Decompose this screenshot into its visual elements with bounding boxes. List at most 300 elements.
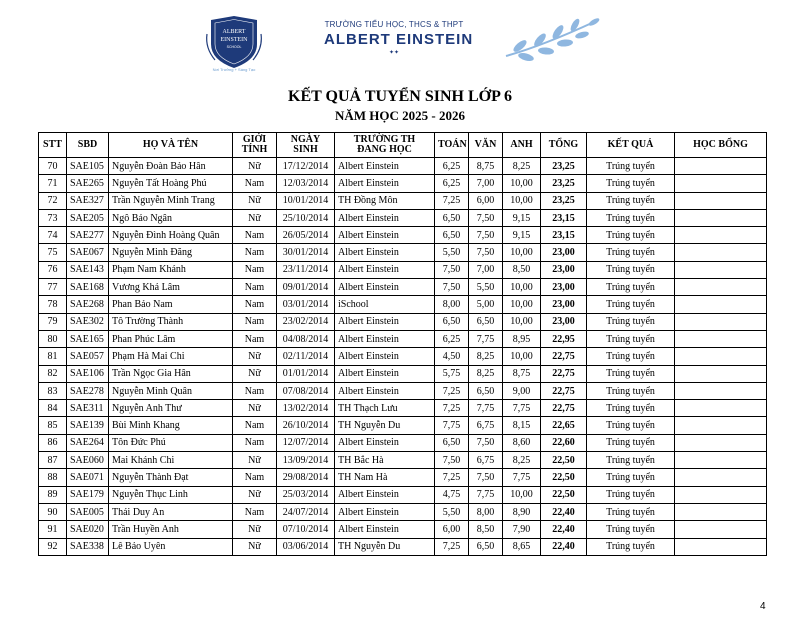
cell-total: 22,40	[541, 503, 587, 520]
cell-total: 22,50	[541, 486, 587, 503]
cell-school: Albert Einstein	[335, 313, 435, 330]
cell-math: 5,50	[435, 244, 469, 261]
col-header-dob: NGÀY SINH	[277, 133, 335, 158]
cell-name: Nguyễn Thục Linh	[109, 486, 233, 503]
cell-dob: 13/02/2014	[277, 400, 335, 417]
cell-result: Trúng tuyển	[587, 261, 675, 278]
cell-math: 4,75	[435, 486, 469, 503]
cell-school: Albert Einstein	[335, 330, 435, 347]
cell-total: 22,40	[541, 538, 587, 555]
cell-stt: 86	[39, 434, 67, 451]
cell-stt: 85	[39, 417, 67, 434]
cell-name: Tô Trường Thành	[109, 313, 233, 330]
cell-total: 23,00	[541, 279, 587, 296]
cell-sbd: SAE179	[67, 486, 109, 503]
cell-result: Trúng tuyển	[587, 209, 675, 226]
cell-gender: Nam	[233, 261, 277, 278]
table-row	[39, 296, 767, 313]
cell-result: Trúng tuyển	[587, 434, 675, 451]
admission-results-table	[38, 132, 767, 556]
cell-name: Phạm Hà Mai Chi	[109, 348, 233, 365]
cell-dob: 24/07/2014	[277, 503, 335, 520]
cell-stt: 78	[39, 296, 67, 313]
cell-literature: 7,50	[469, 244, 503, 261]
cell-stt: 80	[39, 330, 67, 347]
cell-gender: Nữ	[233, 348, 277, 365]
cell-literature: 6,75	[469, 417, 503, 434]
cell-result: Trúng tuyển	[587, 279, 675, 296]
col-header-english: ANH	[503, 133, 541, 158]
cell-math: 6,50	[435, 227, 469, 244]
cell-dob: 12/03/2014	[277, 175, 335, 192]
cell-gender: Nam	[233, 469, 277, 486]
cell-name: Phạm Nam Khánh	[109, 261, 233, 278]
cell-english: 10,00	[503, 486, 541, 503]
cell-math: 7,25	[435, 400, 469, 417]
cell-stt: 71	[39, 175, 67, 192]
cell-dob: 25/03/2014	[277, 486, 335, 503]
cell-name: Trần Ngọc Gia Hân	[109, 365, 233, 382]
cell-gender: Nam	[233, 434, 277, 451]
cell-sbd: SAE106	[67, 365, 109, 382]
cell-math: 8,00	[435, 296, 469, 313]
cell-dob: 26/05/2014	[277, 227, 335, 244]
cell-math: 6,50	[435, 313, 469, 330]
cell-gender: Nam	[233, 279, 277, 296]
cell-name: Nguyễn Thành Đạt	[109, 469, 233, 486]
cell-result: Trúng tuyển	[587, 175, 675, 192]
cell-stt: 74	[39, 227, 67, 244]
cell-scholarship	[675, 244, 767, 261]
cell-english: 8,60	[503, 434, 541, 451]
cell-english: 8,15	[503, 417, 541, 434]
cell-school: Albert Einstein	[335, 279, 435, 296]
cell-sbd: SAE278	[67, 382, 109, 399]
cell-school: Albert Einstein	[335, 434, 435, 451]
cell-scholarship	[675, 192, 767, 209]
cell-scholarship	[675, 158, 767, 175]
cell-school: TH Đồng Môn	[335, 192, 435, 209]
cell-english: 10,00	[503, 348, 541, 365]
cell-gender: Nữ	[233, 192, 277, 209]
svg-text:SCHOOL: SCHOOL	[226, 45, 242, 49]
cell-result: Trúng tuyển	[587, 521, 675, 538]
cell-gender: Nam	[233, 503, 277, 520]
cell-literature: 8,75	[469, 158, 503, 175]
cell-scholarship	[675, 296, 767, 313]
cell-sbd: SAE143	[67, 261, 109, 278]
table-row	[39, 348, 767, 365]
cell-gender: Nữ	[233, 521, 277, 538]
cell-school: Albert Einstein	[335, 486, 435, 503]
cell-name: Nguyễn Minh Quân	[109, 382, 233, 399]
cell-gender: Nam	[233, 330, 277, 347]
table-header-row	[39, 133, 767, 158]
cell-dob: 03/06/2014	[277, 538, 335, 555]
table-row	[39, 452, 767, 469]
cell-dob: 23/02/2014	[277, 313, 335, 330]
cell-sbd: SAE168	[67, 279, 109, 296]
table-row	[39, 538, 767, 555]
cell-school: Albert Einstein	[335, 158, 435, 175]
cell-sbd: SAE005	[67, 503, 109, 520]
page-number: 4	[760, 601, 766, 612]
cell-math: 6,50	[435, 434, 469, 451]
col-header-scholarship: HỌC BỔNG	[675, 133, 767, 158]
cell-stt: 88	[39, 469, 67, 486]
cell-total: 23,00	[541, 313, 587, 330]
cell-math: 5,75	[435, 365, 469, 382]
cell-total: 22,95	[541, 330, 587, 347]
cell-gender: Nữ	[233, 452, 277, 469]
cell-gender: Nam	[233, 417, 277, 434]
table-row	[39, 486, 767, 503]
cell-school: TH Bắc Hà	[335, 452, 435, 469]
cell-sbd: SAE165	[67, 330, 109, 347]
cell-math: 7,25	[435, 382, 469, 399]
svg-text:Nơi Trưởng + Sáng Tạo: Nơi Trưởng + Sáng Tạo	[212, 67, 256, 72]
col-header-math: TOÁN	[435, 133, 469, 158]
cell-scholarship	[675, 348, 767, 365]
cell-english: 8,95	[503, 330, 541, 347]
cell-total: 22,75	[541, 365, 587, 382]
cell-english: 9,15	[503, 227, 541, 244]
cell-literature: 8,25	[469, 348, 503, 365]
cell-dob: 03/01/2014	[277, 296, 335, 313]
cell-math: 6,50	[435, 209, 469, 226]
cell-english: 9,00	[503, 382, 541, 399]
cell-scholarship	[675, 313, 767, 330]
cell-result: Trúng tuyển	[587, 192, 675, 209]
cell-math: 6,25	[435, 175, 469, 192]
table-row	[39, 330, 767, 347]
cell-english: 7,75	[503, 400, 541, 417]
cell-english: 10,00	[503, 296, 541, 313]
cell-school: iSchool	[335, 296, 435, 313]
cell-school: Albert Einstein	[335, 261, 435, 278]
col-header-result: KẾT QUẢ	[587, 133, 675, 158]
cell-literature: 8,50	[469, 521, 503, 538]
cell-name: Nguyễn Tất Hoàng Phú	[109, 175, 233, 192]
cell-total: 23,00	[541, 296, 587, 313]
cell-result: Trúng tuyển	[587, 469, 675, 486]
cell-total: 23,25	[541, 175, 587, 192]
cell-result: Trúng tuyển	[587, 158, 675, 175]
decorative-divider: ✦✦	[388, 50, 400, 56]
cell-name: Trần Huyền Anh	[109, 521, 233, 538]
cell-dob: 30/01/2014	[277, 244, 335, 261]
svg-text:EINSTEIN: EINSTEIN	[220, 37, 248, 43]
cell-total: 23,25	[541, 192, 587, 209]
cell-total: 22,50	[541, 469, 587, 486]
cell-literature: 6,00	[469, 192, 503, 209]
cell-total: 23,15	[541, 227, 587, 244]
cell-math: 6,00	[435, 521, 469, 538]
cell-literature: 5,00	[469, 296, 503, 313]
cell-stt: 76	[39, 261, 67, 278]
cell-name: Nguyễn Minh Đăng	[109, 244, 233, 261]
table-row	[39, 313, 767, 330]
cell-name: Phan Bảo Nam	[109, 296, 233, 313]
col-header-name: HỌ VÀ TÊN	[109, 133, 233, 158]
cell-dob: 26/10/2014	[277, 417, 335, 434]
cell-sbd: SAE057	[67, 348, 109, 365]
cell-name: Vương Khả Lâm	[109, 279, 233, 296]
cell-name: Phan Phúc Lâm	[109, 330, 233, 347]
cell-gender: Nữ	[233, 209, 277, 226]
cell-dob: 12/07/2014	[277, 434, 335, 451]
cell-scholarship	[675, 365, 767, 382]
cell-stt: 82	[39, 365, 67, 382]
cell-scholarship	[675, 434, 767, 451]
cell-math: 7,50	[435, 279, 469, 296]
cell-gender: Nữ	[233, 400, 277, 417]
cell-math: 6,25	[435, 158, 469, 175]
cell-result: Trúng tuyển	[587, 400, 675, 417]
cell-sbd: SAE327	[67, 192, 109, 209]
cell-stt: 90	[39, 503, 67, 520]
table-row	[39, 434, 767, 451]
cell-result: Trúng tuyển	[587, 503, 675, 520]
cell-name: Tôn Đức Phú	[109, 434, 233, 451]
cell-total: 22,60	[541, 434, 587, 451]
cell-name: Mai Khánh Chi	[109, 452, 233, 469]
col-header-total: TỔNG	[541, 133, 587, 158]
cell-result: Trúng tuyển	[587, 452, 675, 469]
school-crest-logo	[203, 14, 265, 72]
svg-text:ALBERT: ALBERT	[222, 29, 246, 35]
cell-total: 23,25	[541, 158, 587, 175]
cell-dob: 09/01/2014	[277, 279, 335, 296]
col-header-school: TRƯỜNG TH ĐANG HỌC	[335, 133, 435, 158]
olive-branch-icon	[502, 16, 602, 64]
cell-literature: 7,00	[469, 175, 503, 192]
cell-school: TH Nguyễn Du	[335, 417, 435, 434]
cell-scholarship	[675, 227, 767, 244]
table-row	[39, 469, 767, 486]
cell-dob: 25/10/2014	[277, 209, 335, 226]
table-row	[39, 365, 767, 382]
cell-math: 5,50	[435, 503, 469, 520]
cell-name: Lê Bảo Uyên	[109, 538, 233, 555]
cell-gender: Nữ	[233, 486, 277, 503]
cell-sbd: SAE060	[67, 452, 109, 469]
cell-gender: Nam	[233, 296, 277, 313]
cell-sbd: SAE020	[67, 521, 109, 538]
cell-result: Trúng tuyển	[587, 417, 675, 434]
cell-school: Albert Einstein	[335, 365, 435, 382]
cell-math: 7,25	[435, 538, 469, 555]
cell-stt: 72	[39, 192, 67, 209]
cell-english: 7,90	[503, 521, 541, 538]
cell-school: Albert Einstein	[335, 503, 435, 520]
cell-english: 10,00	[503, 175, 541, 192]
cell-literature: 8,25	[469, 365, 503, 382]
cell-math: 7,25	[435, 469, 469, 486]
cell-sbd: SAE338	[67, 538, 109, 555]
cell-school: Albert Einstein	[335, 227, 435, 244]
cell-gender: Nam	[233, 175, 277, 192]
cell-scholarship	[675, 503, 767, 520]
cell-scholarship	[675, 382, 767, 399]
cell-literature: 6,50	[469, 313, 503, 330]
cell-sbd: SAE105	[67, 158, 109, 175]
cell-total: 23,15	[541, 209, 587, 226]
cell-sbd: SAE205	[67, 209, 109, 226]
cell-literature: 7,75	[469, 400, 503, 417]
cell-sbd: SAE302	[67, 313, 109, 330]
cell-math: 7,25	[435, 192, 469, 209]
cell-school: TH Nguyễn Du	[335, 538, 435, 555]
cell-literature: 6,75	[469, 452, 503, 469]
cell-stt: 73	[39, 209, 67, 226]
cell-total: 23,00	[541, 244, 587, 261]
cell-math: 7,50	[435, 261, 469, 278]
cell-result: Trúng tuyển	[587, 348, 675, 365]
cell-stt: 75	[39, 244, 67, 261]
cell-math: 4,50	[435, 348, 469, 365]
table-row	[39, 417, 767, 434]
cell-literature: 7,50	[469, 209, 503, 226]
cell-school: Albert Einstein	[335, 209, 435, 226]
cell-gender: Nữ	[233, 158, 277, 175]
cell-sbd: SAE277	[67, 227, 109, 244]
cell-scholarship	[675, 469, 767, 486]
cell-stt: 70	[39, 158, 67, 175]
cell-school: TH Nam Hà	[335, 469, 435, 486]
cell-english: 7,75	[503, 469, 541, 486]
cell-total: 23,00	[541, 261, 587, 278]
cell-literature: 8,00	[469, 503, 503, 520]
cell-result: Trúng tuyển	[587, 296, 675, 313]
cell-name: Trần Nguyễn Minh Trang	[109, 192, 233, 209]
cell-result: Trúng tuyển	[587, 330, 675, 347]
cell-english: 10,00	[503, 244, 541, 261]
cell-school: Albert Einstein	[335, 244, 435, 261]
cell-scholarship	[675, 452, 767, 469]
cell-result: Trúng tuyển	[587, 538, 675, 555]
cell-school: Albert Einstein	[335, 175, 435, 192]
cell-result: Trúng tuyển	[587, 227, 675, 244]
cell-school: Albert Einstein	[335, 521, 435, 538]
cell-literature: 7,75	[469, 486, 503, 503]
cell-result: Trúng tuyển	[587, 486, 675, 503]
cell-scholarship	[675, 400, 767, 417]
table-row	[39, 382, 767, 399]
table-row	[39, 244, 767, 261]
cell-math: 7,75	[435, 417, 469, 434]
table-row	[39, 209, 767, 226]
cell-literature: 7,50	[469, 227, 503, 244]
cell-dob: 10/01/2014	[277, 192, 335, 209]
table-row	[39, 279, 767, 296]
cell-stt: 91	[39, 521, 67, 538]
cell-scholarship	[675, 486, 767, 503]
cell-dob: 07/08/2014	[277, 382, 335, 399]
cell-scholarship	[675, 521, 767, 538]
cell-dob: 17/12/2014	[277, 158, 335, 175]
school-name-line2: ALBERT EINSTEIN	[324, 31, 474, 48]
cell-sbd: SAE067	[67, 244, 109, 261]
table-row	[39, 521, 767, 538]
cell-scholarship	[675, 279, 767, 296]
cell-total: 22,75	[541, 348, 587, 365]
cell-literature: 7,75	[469, 330, 503, 347]
cell-english: 10,00	[503, 279, 541, 296]
cell-sbd: SAE071	[67, 469, 109, 486]
cell-literature: 6,50	[469, 538, 503, 555]
document-title: KẾT QUẢ TUYỂN SINH LỚP 6	[288, 88, 512, 105]
cell-english: 8,50	[503, 261, 541, 278]
cell-dob: 04/08/2014	[277, 330, 335, 347]
cell-dob: 13/09/2014	[277, 452, 335, 469]
cell-gender: Nam	[233, 313, 277, 330]
cell-sbd: SAE264	[67, 434, 109, 451]
cell-total: 22,65	[541, 417, 587, 434]
cell-total: 22,40	[541, 521, 587, 538]
cell-english: 10,00	[503, 313, 541, 330]
table-row	[39, 175, 767, 192]
cell-dob: 23/11/2014	[277, 261, 335, 278]
cell-math: 7,50	[435, 452, 469, 469]
cell-gender: Nam	[233, 382, 277, 399]
page-header	[0, 0, 800, 80]
cell-english: 8,75	[503, 365, 541, 382]
cell-scholarship	[675, 417, 767, 434]
cell-english: 9,15	[503, 209, 541, 226]
cell-english: 10,00	[503, 192, 541, 209]
cell-stt: 84	[39, 400, 67, 417]
cell-stt: 83	[39, 382, 67, 399]
cell-stt: 92	[39, 538, 67, 555]
cell-scholarship	[675, 209, 767, 226]
cell-math: 6,25	[435, 330, 469, 347]
col-header-literature: VĂN	[469, 133, 503, 158]
cell-dob: 29/08/2014	[277, 469, 335, 486]
cell-sbd: SAE139	[67, 417, 109, 434]
col-header-sbd: SBD	[67, 133, 109, 158]
cell-school: Albert Einstein	[335, 348, 435, 365]
cell-name: Bùi Minh Khang	[109, 417, 233, 434]
cell-scholarship	[675, 175, 767, 192]
cell-total: 22,50	[541, 452, 587, 469]
cell-dob: 02/11/2014	[277, 348, 335, 365]
cell-school: Albert Einstein	[335, 382, 435, 399]
cell-scholarship	[675, 538, 767, 555]
cell-scholarship	[675, 261, 767, 278]
table-row	[39, 261, 767, 278]
cell-total: 22,75	[541, 400, 587, 417]
cell-result: Trúng tuyển	[587, 313, 675, 330]
cell-name: Thái Duy An	[109, 503, 233, 520]
cell-result: Trúng tuyển	[587, 365, 675, 382]
table-body	[39, 158, 767, 556]
cell-literature: 7,00	[469, 261, 503, 278]
school-name-line1: TRƯỜNG TIỂU HỌC, THCS & THPT	[324, 20, 464, 29]
col-header-gender: GIỚI TÍNH	[233, 133, 277, 158]
cell-dob: 01/01/2014	[277, 365, 335, 382]
cell-name: Nguyễn Đình Hoàng Quân	[109, 227, 233, 244]
cell-english: 8,25	[503, 158, 541, 175]
cell-gender: Nữ	[233, 365, 277, 382]
cell-english: 8,90	[503, 503, 541, 520]
cell-literature: 5,50	[469, 279, 503, 296]
cell-dob: 07/10/2014	[277, 521, 335, 538]
cell-stt: 89	[39, 486, 67, 503]
cell-stt: 81	[39, 348, 67, 365]
cell-result: Trúng tuyển	[587, 382, 675, 399]
cell-name: Ngô Bảo Ngân	[109, 209, 233, 226]
